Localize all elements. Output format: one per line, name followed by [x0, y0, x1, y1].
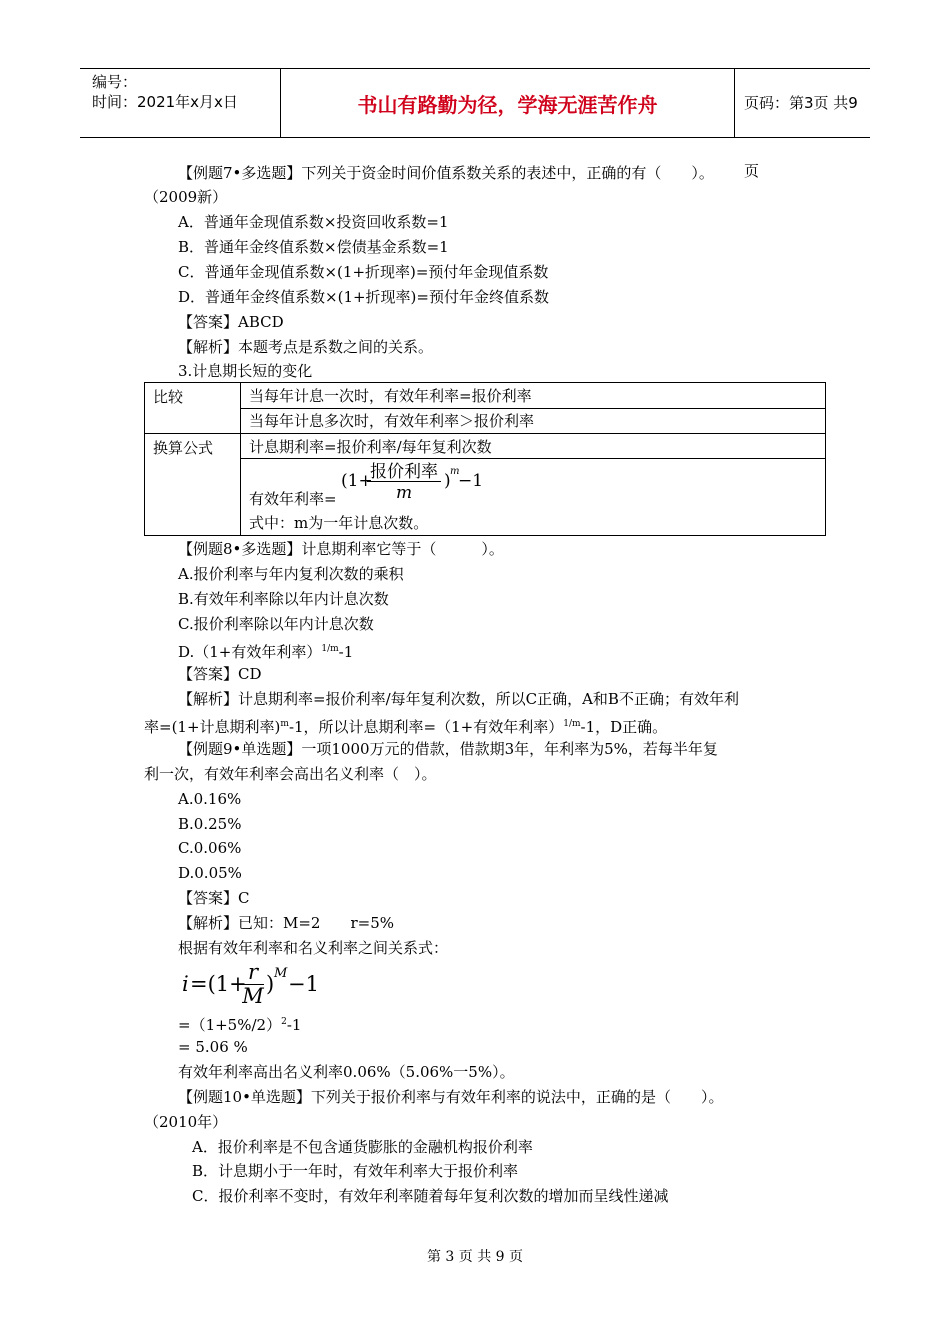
text-run: -1，D正确。 — [580, 718, 668, 736]
formula-note: 式中：m为一年计息次数。 — [249, 514, 429, 532]
formula-open: =(1+ — [190, 972, 247, 996]
ex9-option-c: C.0.06% — [178, 839, 242, 857]
ex7-option-a: A．普通年金现值系数×投资回收系数=1 — [178, 213, 449, 231]
superscript: m — [280, 719, 289, 729]
ex7-title: 【例题7•多选题】下列关于资金时间价值系数关系的表述中，正确的有（ ）。 — [178, 164, 714, 182]
table-divider — [240, 458, 825, 459]
ex9-title-line1: 【例题9•单选题】一项1000万元的借款，借款期3年，年利率为5%，若每半年复 — [178, 740, 718, 758]
fraction-bar — [367, 481, 441, 482]
ex9-relation: 根据有效年利率和名义利率之间关系式： — [178, 939, 449, 957]
formula-tail: −1 — [458, 471, 484, 491]
ex9-option-b: B.0.25% — [178, 815, 242, 833]
table-cell: 计息期利率=报价利率/每年复利次数 — [249, 438, 492, 456]
row-label-compare: 比较 — [153, 388, 184, 406]
formula-label: 有效年利率= — [249, 490, 337, 508]
ex8-answer: 【答案】CD — [178, 665, 262, 683]
ex8-title: 【例题8•多选题】计息期利率它等于（ ）。 — [178, 540, 504, 558]
ex8-option-a: A.报价利率与年内复利次数的乘积 — [178, 565, 404, 583]
ex7-option-c: C．普通年金现值系数×(1+折现率)=预付年金现值系数 — [178, 263, 549, 281]
table-divider — [240, 408, 825, 409]
ex7-option-b: B．普通年金终值系数×偿债基金系数=1 — [178, 238, 449, 256]
formula-close: ) — [444, 471, 451, 491]
ex7-option-d: D．普通年金终值系数×(1+折现率)=预付年金终值系数 — [178, 288, 549, 306]
ex7-analysis: 【解析】本题考点是系数之间的关系。 — [178, 338, 434, 356]
formula-numerator: r — [247, 960, 259, 984]
time-label: 时间：2021年x月x日 — [92, 93, 238, 111]
header-page-code: 页码：第3页 共9页 — [744, 94, 858, 180]
ex8-option-b: B.有效年利率除以年内计息次数 — [178, 590, 389, 608]
ex7-year: （2009新） — [144, 188, 228, 206]
text-run: D.（1+有效年利率） — [178, 643, 322, 661]
ex9-answer: 【答案】C — [178, 889, 250, 907]
interest-period-table — [144, 382, 826, 536]
superscript: 1/m — [563, 719, 581, 729]
ex8-analysis-line2 — [144, 714, 667, 737]
formula-close: ) — [266, 972, 275, 996]
ex9-option-d: D.0.05% — [178, 864, 242, 882]
table-divider — [145, 433, 825, 434]
ex8-option-c: C.报价利率除以年内计息次数 — [178, 615, 374, 633]
text-run: -1，所以计息期利率=（1+有效年利率） — [288, 718, 564, 736]
table-cell: 当每年计息一次时，有效年利率=报价利率 — [249, 387, 532, 405]
superscript: 2 — [281, 1017, 287, 1027]
section-3-heading: 3.计息期长短的变化 — [178, 362, 313, 380]
text-run: 率=(1+计息期利率) — [144, 718, 281, 736]
formula-exponent: M — [274, 966, 288, 981]
formula-denominator: m — [395, 483, 413, 503]
ex9-option-a: A.0.16% — [178, 790, 242, 808]
page-footer: 第 3 页 共 9 页 — [426, 1249, 524, 1265]
ex10-option-c: C．报价利率不变时，有效年利率随着每年复利次数的增加而呈线性递减 — [192, 1187, 669, 1205]
text-run: -1 — [286, 1016, 302, 1034]
ex10-year: （2010年） — [144, 1113, 228, 1131]
ex9-calc-step1 — [178, 1012, 301, 1035]
ex10-option-b: B．计息期小于一年时，有效年利率大于报价利率 — [192, 1162, 519, 1180]
formula-exponent: m — [450, 466, 460, 477]
ex9-analysis: 【解析】已知：M=2 r=5% — [178, 914, 395, 932]
ex8-option-d — [178, 639, 353, 662]
text-run: =（1+5%/2） — [178, 1016, 282, 1034]
formula-denominator: M — [242, 984, 264, 1008]
formula-numerator: 报价利率 — [370, 462, 438, 482]
superscript: 1/m — [321, 644, 339, 654]
text-run: -1 — [338, 643, 354, 661]
ex10-option-a: A．报价利率是不包含通货膨胀的金融机构报价利率 — [192, 1138, 533, 1156]
number-label: 编号： — [92, 73, 138, 91]
table-cell: 当每年计息多次时，有效年利率＞报价利率 — [249, 412, 535, 430]
ex9-title-line2: 利一次，有效年利率会高出名义利率（ ）。 — [144, 765, 437, 783]
row-label-formula: 换算公式 — [153, 439, 214, 457]
formula-open: (1+ — [341, 471, 373, 491]
header-meta — [80, 69, 281, 137]
header-motto: 书山有路勤为径，学海无涯苦作舟 — [281, 69, 735, 137]
table-divider — [240, 383, 241, 535]
ex9-calc-step2: = 5.06 % — [178, 1038, 248, 1056]
nominal-effective-formula — [180, 962, 340, 1008]
ex9-conclusion: 有效年利率高出名义利率0.06%（5.06%一5%）。 — [178, 1063, 515, 1081]
ex7-answer: 【答案】ABCD — [178, 313, 284, 331]
formula-lhs: i — [182, 972, 189, 996]
formula-tail: −1 — [288, 972, 319, 996]
ex8-analysis-line1: 【解析】计息期利率=报价利率/每年复利次数，所以C正确，A和B不正确；有效年利 — [178, 690, 739, 708]
ex10-title: 【例题10•单选题】下列关于报价利率与有效年利率的说法中，正确的是（ ）。 — [178, 1088, 724, 1106]
